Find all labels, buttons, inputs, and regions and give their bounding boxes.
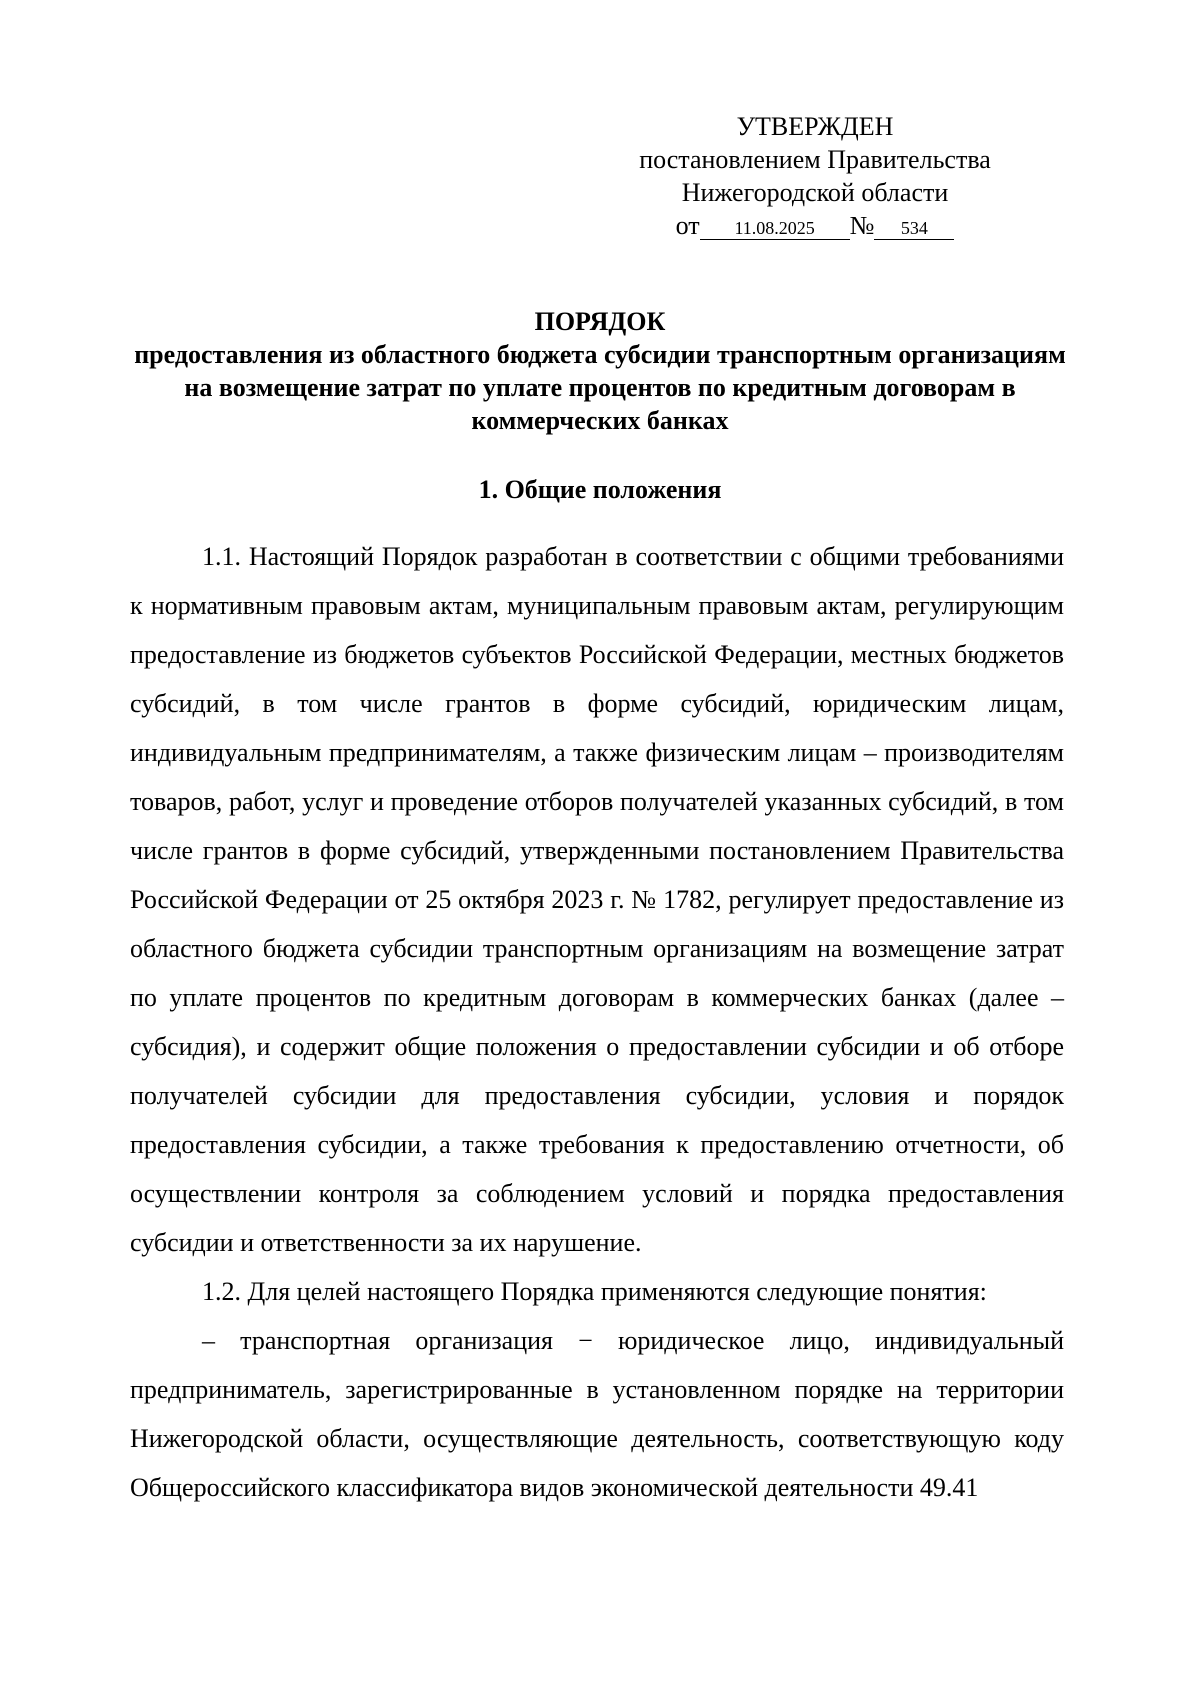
paragraph-definition: – транспортная организация − юридическое лицо, индивидуальный предприниматель, зарегистрированные в установленном порядке на территории Нижегородской области, осуществляющие деятельность, соответствующую коду Общероссийского классификатора видов экономической деятельности 49.41: [130, 1326, 1064, 1502]
number-prefix: №: [849, 211, 875, 240]
approval-stamp: [620, 110, 1010, 242]
decree-number: 534: [874, 217, 954, 240]
approval-date-line: [620, 209, 1010, 242]
date-prefix: от: [675, 211, 700, 240]
paragraph-1-2: 1.2. Для целей настоящего Порядка применяются следующие понятия:: [202, 1277, 987, 1306]
approval-title: УТВЕРЖДЕН: [736, 112, 894, 141]
approval-line-decree: постановлением Правительства: [639, 145, 991, 174]
document-subtitle: предоставления из областного бюджета субсидии транспортным организациям на возмещение затрат по уплате процентов по кредитным договорам в коммерческих банках: [134, 340, 1066, 435]
section-heading: 1. Общие положения: [478, 475, 722, 504]
document-title: [130, 305, 1070, 437]
document-title-main: ПОРЯДОК: [534, 307, 666, 336]
decree-date: 11.08.2025: [700, 217, 850, 240]
paragraph-1-1: 1.1. Настоящий Порядок разработан в соответствии с общими требованиями к нормативным правовым актам, муниципальным правовым актам, регулирующим предоставление из бюджетов субъектов Российской Федерации, местных бюджетов субсидий, в том числе грантов в форме субсидий, юридическим лицам, индивидуальным предпринимателям, а также физическим лицам – производителям товаров, работ, услуг и проведение отборов получателей указанных субсидий, в том числе грантов в форме субсидий, утвержденными постановлением Правительства Российской Федерации от 25 октября 2023 г. № 1782, регулирует предоставление из областного бюджета субсидии транспортным организациям на возмещение затрат по уплате процентов по кредитным договорам в коммерческих банках (далее – субсидия), и содержит общие положения о предоставлении субсидии и об отборе получателей субсидии для предоставления субсидии, условия и порядок предоставления субсидии, а также требования к предоставлению отчетности, об осуществлении контроля за соблюдением условий и порядка предоставления субсидии и ответственности за их нарушение.: [130, 542, 1064, 1257]
approval-line-region: Нижегородской области: [681, 178, 949, 207]
section-body: [130, 532, 1064, 1512]
